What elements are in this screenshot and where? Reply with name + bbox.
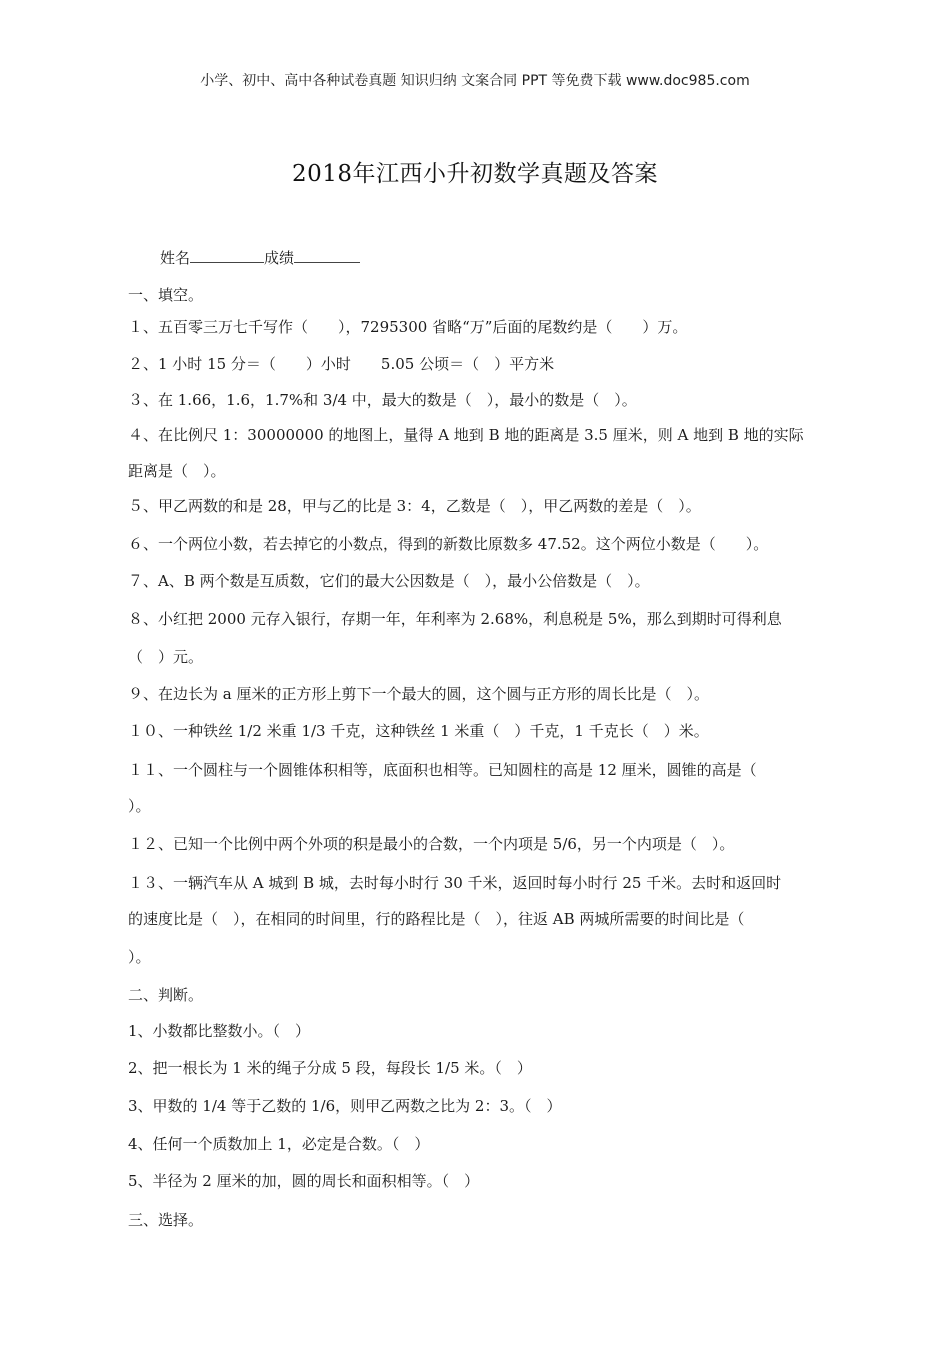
question-line: ２、1 小时 15 分＝（ ）小时 5.05 公顷＝（ ）平方米 xyxy=(128,355,555,373)
section-heading: 一、填空。 xyxy=(128,286,204,304)
name-label: 姓名 xyxy=(160,249,191,267)
question-line: ７、A、B 两个数是互质数，它们的最大公因数是（ ），最小公倍数是（ ）。 xyxy=(128,572,650,590)
question-line: ４、在比例尺 1：30000000 的地图上，量得 A 地到 B 地的距离是 3.5 厘米，则 A 地到 B 地的实际 xyxy=(128,426,804,444)
section-heading: 二、判断。 xyxy=(128,986,204,1004)
question-line: ６、一个两位小数，若去掉它的小数点，得到的新数比原数多 47.52。这个两位小数是（ ）。 xyxy=(128,535,769,553)
name-score-line xyxy=(160,247,360,268)
question-line: 4、任何一个质数加上 1，必定是合数。（ ） xyxy=(128,1135,430,1153)
page-header: 小学、初中、高中各种试卷真题 知识归纳 文案合同 PPT 等免费下载 www.doc985.com xyxy=(200,73,750,89)
score-blank[interactable] xyxy=(294,248,360,263)
question-line: 距离是（ ）。 xyxy=(128,462,226,480)
question-line: 的速度比是（ ），在相同的时间里，行的路程比是（ ），往返 AB 两城所需要的时间比是（ xyxy=(128,910,745,928)
question-line: ５、甲乙两数的和是 28，甲与乙的比是 3：4，乙数是（ ），甲乙两数的差是（ ）。 xyxy=(128,497,701,515)
question-line: 2、把一根长为 1 米的绳子分成 5 段，每段长 1/5 米。（ ） xyxy=(128,1059,532,1077)
question-line: ９、在边长为 a 厘米的正方形上剪下一个最大的圆，这个圆与正方形的周长比是（ ）。 xyxy=(128,685,709,703)
question-line: 3、甲数的 1/4 等于乙数的 1/6，则甲乙两数之比为 2：3。（ ） xyxy=(128,1097,562,1115)
question-line: ３、在 1.66，1.6，1.7%和 3/4 中，最大的数是（ ），最小的数是（ ）。 xyxy=(128,391,637,409)
score-label: 成绩 xyxy=(264,249,295,267)
question-line: １、五百零三万七千写作（ ），7295300 省略“万”后面的尾数约是（ ）万。 xyxy=(128,318,688,336)
question-line: １０、一种铁丝 1/2 米重 1/3 千克，这种铁丝 1 米重（ ）千克，1 千克长（ ）米。 xyxy=(128,722,709,740)
question-line: （ ）元。 xyxy=(128,648,204,666)
section-heading: 三、选择。 xyxy=(128,1211,204,1229)
question-line: ）。 xyxy=(128,948,151,966)
question-line: 1、小数都比整数小。（ ） xyxy=(128,1022,311,1040)
document-title: 2018年江西小升初数学真题及答案 xyxy=(291,161,659,187)
name-blank[interactable] xyxy=(190,248,264,263)
question-line: １３、一辆汽车从 A 城到 B 城，去时每小时行 30 千米，返回时每小时行 25 千米。去时和返回时 xyxy=(128,874,782,892)
question-line: １２、已知一个比例中两个外项的积是最小的合数，一个内项是 5/6，另一个内项是（ ）。 xyxy=(128,835,735,853)
question-line: ８、小红把 2000 元存入银行，存期一年，年利率为 2.68%，利息税是 5%，那么到期时可得利息 xyxy=(128,610,782,628)
question-line: １１、一个圆柱与一个圆锥体积相等，底面积也相等。已知圆柱的高是 12 厘米，圆锥的高是（ xyxy=(128,761,757,779)
question-line: 5、半径为 2 厘米的加，圆的周长和面积相等。（ ） xyxy=(128,1172,480,1190)
question-line: ）。 xyxy=(128,797,151,815)
